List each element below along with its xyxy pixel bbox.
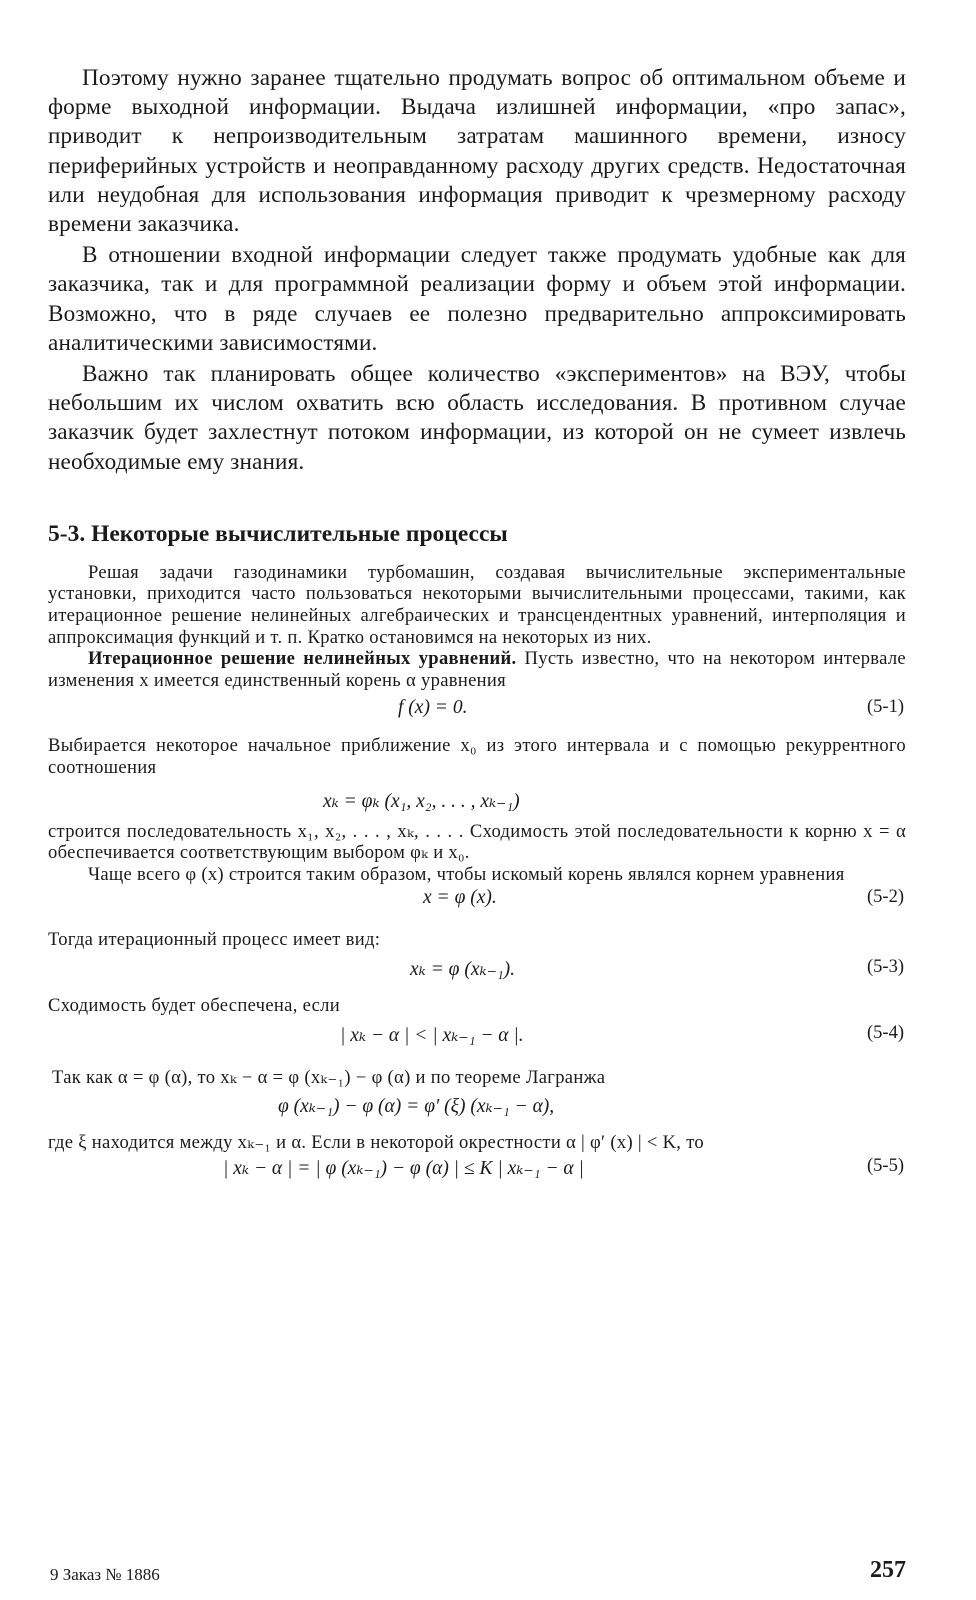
equation-number: (5-4) [867, 1022, 904, 1043]
iteration-paragraph [48, 648, 906, 691]
iteration-text: Пусть известно, что на некотором интервале изменения x имеется единственный корень α уравнения [48, 648, 906, 691]
intro-paragraph: Решая задачи газодинамики турбомашин, создавая вычислительные экспериментальные установки, приходится часто пользоваться некоторыми вычислительными процессами, такими, как итерационное решение нелинейных алгебраических и трансцендентных уравнений, интерполяция и аппроксимация функций и т. п. Кратко остановимся на некоторых из них. [48, 561, 906, 648]
equation-5-2 [48, 885, 906, 921]
equation-number: (5-5) [867, 1155, 904, 1176]
page-body [48, 64, 906, 1190]
equation-formula: | xₖ − α | < | xₖ₋₁ − α |. [340, 1024, 524, 1046]
paragraph: где ξ находится между xₖ₋₁ и α. Если в некоторой окрестности α | φ′ (x) | < K, то [48, 1132, 704, 1154]
equation-recurrence [48, 779, 906, 821]
page-number: 257 [870, 1557, 906, 1583]
equation-formula: φ (xₖ₋₁) − φ (α) = φ′ (ξ) (xₖ₋₁ − α), [278, 1096, 555, 1118]
paragraph: Важно так планировать общее количество «экспериментов» на ВЭУ, чтобы небольшим их числом охватить всю область исследования. В противном случае заказчик будет захлестнут потоком информации, из которой он не сумеет извлечь необходимые ему знания. [48, 361, 906, 475]
paragraph: Так как α = φ (α), то xₖ − α = φ (xₖ₋₁) − φ (α) и по теореме Лагранжа [52, 1066, 606, 1088]
equation-formula: f (x) = 0. [398, 697, 468, 719]
equation-number: (5-2) [867, 887, 904, 908]
equation-5-3 [48, 951, 906, 987]
section-title: 5-3. Некоторые вычислительные процессы [48, 520, 508, 547]
equation-lagrange [48, 1088, 906, 1124]
paragraph: В отношении входной информации следует также продумать удобные как для заказчика, так и для программной реализации форму и объем этой информации. Возможно, что в ряде случаев ее полезно предварительно аппроксимировать аналитическими зависимостями. [48, 242, 906, 356]
equation-5-4 [48, 1017, 906, 1053]
iteration-heading: Итерационное решение нелинейных уравнений. [88, 648, 517, 670]
equation-number: (5-1) [867, 697, 904, 718]
paragraph: Сходимость будет обеспечена, если [48, 994, 340, 1016]
paragraph: строится последовательность x₁, x₂, . . . , xₖ, . . . . Сходимость этой последовательности к корню x = α обеспечивается соответствующим выбором φₖ и x₀. [48, 820, 906, 864]
paragraph: Выбирается некоторое начальное приближение x₀ из этого интервала и с помощью рекуррентного соотношения [48, 735, 906, 778]
equation-formula: xₖ = φₖ (x₁, x₂, . . . , xₖ₋₁) [323, 790, 520, 812]
paragraph: Поэтому нужно заранее тщательно продумать вопрос об оптимальном объеме и форме выходной информации. Выдача излишней информации, «про запас», приводит к непроизводительным затратам машинного времени, износу периферийных устройств и неоправданному расходу других средств. Недостаточная или неудобная для использования информация приводит к чрезмерному расходу времени заказчика. [48, 65, 906, 238]
equation-formula: x = φ (x). [423, 887, 497, 909]
equation-number: (5-3) [867, 956, 904, 977]
equation-formula: xₖ = φ (xₖ₋₁). [410, 958, 516, 980]
equation-5-1 [48, 691, 906, 727]
equation-formula: | xₖ − α | = | φ (xₖ₋₁) − φ (α) | ≤ K | xₖ₋₁ − α | [223, 1157, 584, 1179]
print-order-note: 9 Заказ № 1886 [50, 1565, 160, 1584]
paragraph: Чаще всего φ (x) строится таким образом, чтобы искомый корень являлся корнем уравнения [88, 863, 845, 885]
equation-5-5 [48, 1154, 906, 1190]
paragraph: Тогда итерационный процесс имеет вид: [48, 929, 381, 951]
